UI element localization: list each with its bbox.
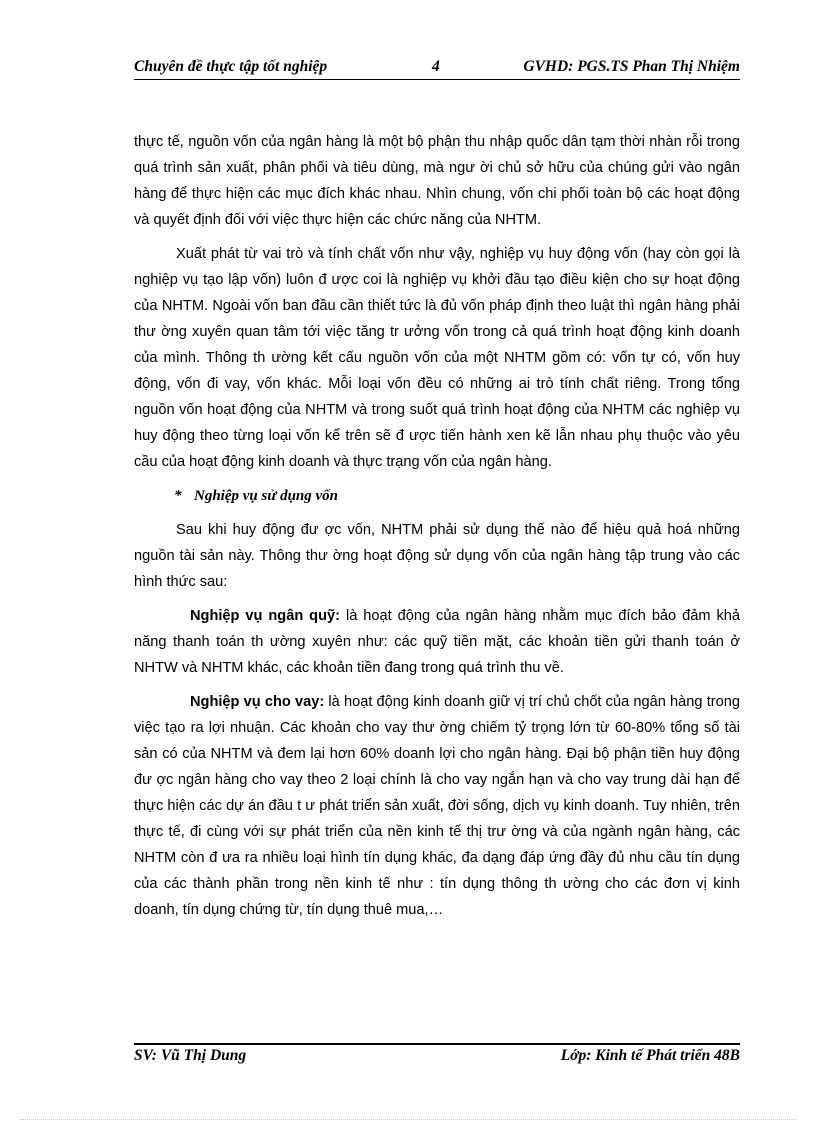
header-document-title: Chuyên đề thực tập tốt nghiệp: [134, 58, 328, 75]
section-heading-capital-use: [134, 483, 740, 509]
term-treasury: Nghiệp vụ ngân quỹ:: [190, 608, 340, 624]
header-rule: [134, 79, 740, 80]
page-body: [134, 129, 740, 931]
section-bullet: *: [174, 488, 182, 504]
page-edge-divider: [20, 1119, 796, 1120]
paragraph-capital-role: thực tế, nguồn vốn của ngân hàng là một bộ phận thu nhập quốc dân tạm thời nhàn rỗi trong quá trình sản xuất, phân phối và tiêu dùng, mà ngư ời chủ sở hữu của chúng gửi vào ngân hàng để thực hiện các mục đích khác nhau. Nhìn chung, vốn chi phối toàn bộ các hoạt động và quyết định đối với việc thực hiện các chức năng của NHTM.: [134, 134, 740, 228]
paragraph-capital-mobilization: Xuất phát từ vai trò và tính chất vốn như vậy, nghiệp vụ huy động vốn (hay còn gọi là nghiệp vụ tạo lập vốn) luôn đ ược coi là nghiệp vụ khởi đầu tạo điều kiện cho sự hoạt động của NHTM. Ngoài vốn ban đầu cần thiết tức là đủ vốn pháp định theo luật thì ngân hàng phải thư ờng xuyên quan tâm tới việc tăng tr ưởng vốn trong cả quá trình hoạt động kinh doanh của mình. Thông th ường kết cấu nguồn vốn của một NHTM gồm có: vốn tự có, vốn huy động, vốn đi vay, vốn khác. Mỗi loại vốn đều có những ai trò tính chất riêng. Trong tổng nguồn vốn hoạt động của NHTM và trong suốt quá trình hoạt động của NHTM các nghiệp vụ huy động theo từng loại vốn kể trên sẽ đ ược tiến hành xen kẽ lẫn nhau phụ thuộc vào yêu cầu của hoạt động kinh doanh và thực trạng vốn của ngân hàng.: [134, 246, 740, 470]
paragraph-lending: [134, 689, 740, 923]
paragraph-treasury: [134, 603, 740, 681]
lending-description: là hoạt động kinh doanh giữ vị trí chủ chốt của ngân hàng trong việc tạo ra lợi nhuận. Các khoản cho vay thư ờng chiếm tỷ trọng lớn từ 60-80% tổng số tài sản có của NHTM và đem lại hơn 60% doanh lợi cho ngân hàng. Đại bộ phận tiền huy động đư ợc ngân hàng cho vay theo 2 loại chính là cho vay ngắn hạn và cho vay trung dài hạn để thực hiện các dự án đầu t ư phát triển sản xuất, đời sống, dịch vụ kinh doanh. Tuy nhiên, trên thực tế, đi cùng với sự phát triển của nền kinh tế thị trư ờng và của ngành ngân hàng, các NHTM còn đ ưa ra nhiều loại hình tín dụng khác, đa dạng đáp ứng đầy đủ nhu cầu tín dụng của các thành phần trong nền kinh tế như : tín dụng thông th ường cho các đơn vị kinh doanh, tín dụng chứng từ, tín dụng thuê mua,…: [134, 694, 740, 918]
section-heading-text: Nghiệp vụ sử dụng vốn: [194, 488, 339, 504]
page-footer: [134, 1044, 740, 1068]
footer-class: Lớp: Kinh tế Phát triển 48B: [560, 1047, 740, 1064]
header-page-number: 4: [432, 58, 440, 75]
term-lending: Nghiệp vụ cho vay:: [190, 694, 325, 710]
footer-student: SV: Vũ Thị Dung: [134, 1047, 247, 1064]
page-header: [134, 56, 740, 80]
header-supervisor: GVHD: PGS.TS Phan Thị Nhiệm: [523, 58, 740, 75]
treasury-description: là hoạt động của ngân hàng nhằm mục đích bảo đảm khả năng thanh toán th ường xuyên như: các quỹ tiền mặt, các khoản tiền gửi thanh toán ở NHTW và NHTM khác, các khoản tiền đang trong quá trình thu về.: [134, 608, 740, 676]
paragraph-capital-use-intro: Sau khi huy động đư ợc vốn, NHTM phải sử dụng thế nào để hiệu quả hoá những nguồn tài sản này. Thông thư ờng hoạt động sử dụng vốn của ngân hàng tập trung vào các hình thức sau:: [134, 522, 740, 590]
